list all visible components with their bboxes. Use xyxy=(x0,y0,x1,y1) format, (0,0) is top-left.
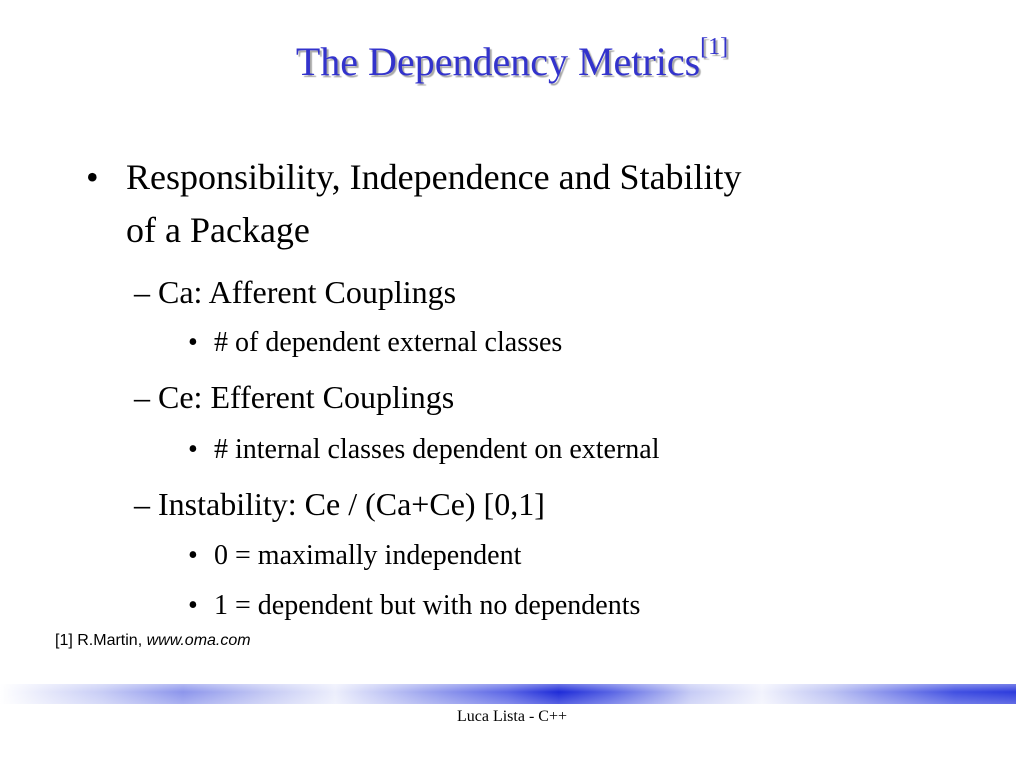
subsubitem-maximally-independent: 0 = maximally independent xyxy=(214,540,522,571)
bullet-marker: • xyxy=(188,327,198,358)
bullet-item-continuation: of a Package xyxy=(126,210,310,250)
footnote-reference: [1] R.Martin, xyxy=(55,632,147,649)
bullet-marker: • xyxy=(188,590,198,621)
decorative-gradient-band xyxy=(0,684,1016,704)
subitem-instability: – Instability: Ce / (Ca+Ce) [0,1] xyxy=(134,486,545,522)
subitem-afferent-couplings: – Ca: Afferent Couplings xyxy=(134,274,457,310)
bullet-marker: • xyxy=(86,157,99,197)
slide-title-text: The Dependency Metrics xyxy=(295,39,701,84)
subsubitem-dependent-external: # of dependent external classes xyxy=(214,327,563,358)
subitem-efferent-couplings: – Ce: Efferent Couplings xyxy=(134,379,455,415)
title-reference: [1] xyxy=(700,34,729,60)
subsubitem-internal-classes: # internal classes dependent on external xyxy=(214,434,660,465)
subsubitem-no-dependents: 1 = dependent but with no dependents xyxy=(214,590,641,621)
bullet-marker: • xyxy=(188,540,198,571)
footnote xyxy=(55,632,251,650)
slide-footer: Luca Lista - C++ xyxy=(456,708,567,725)
bullet-marker: • xyxy=(188,434,198,465)
bullet-item-responsibility: Responsibility, Independence and Stability xyxy=(126,157,742,197)
footnote-url[interactable]: www.oma.com xyxy=(146,632,251,649)
